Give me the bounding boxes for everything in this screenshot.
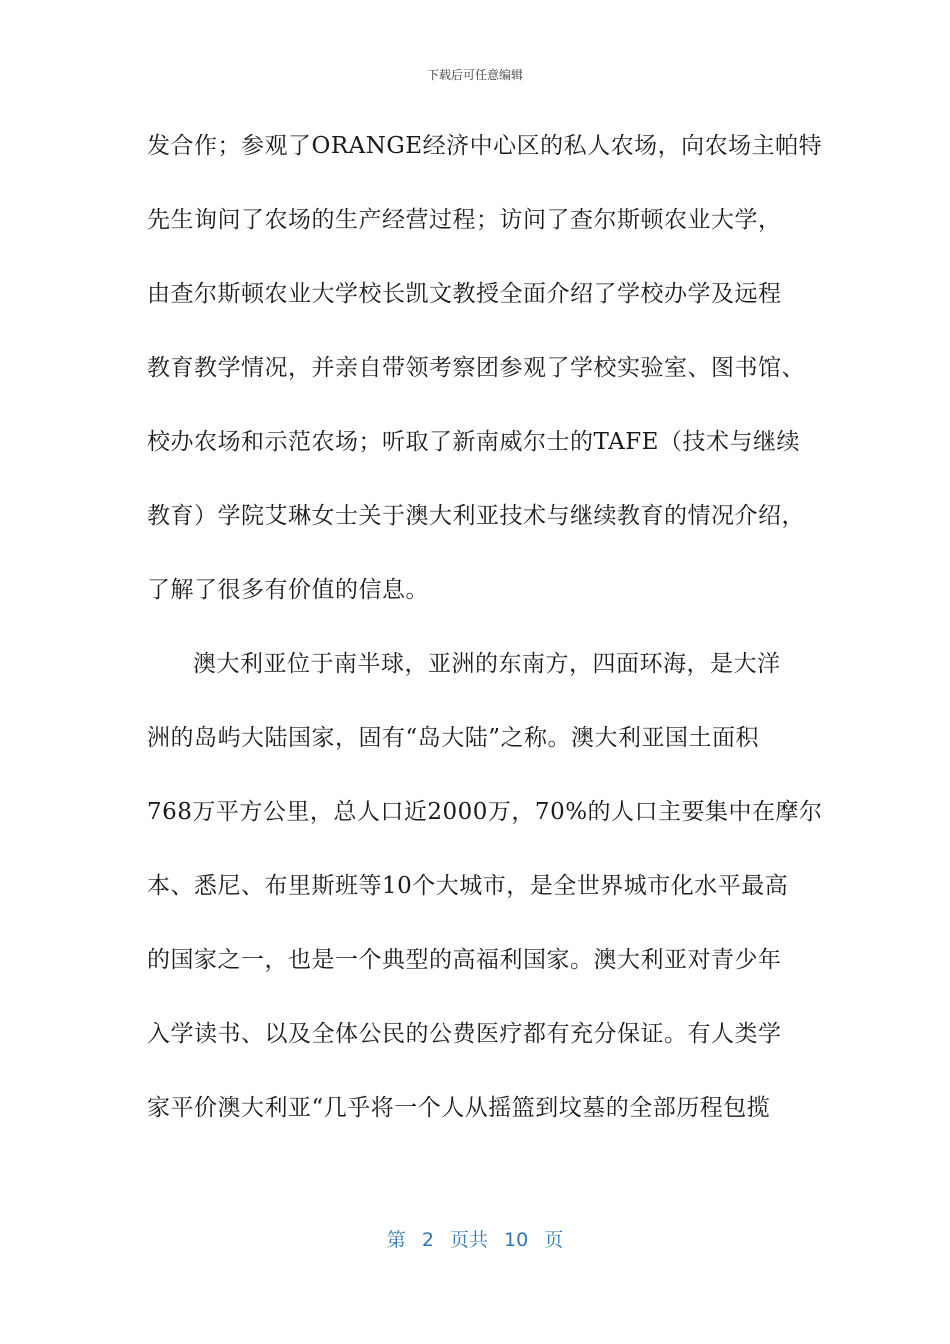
text-line: 家平价澳大利亚“几乎将一个人从摇篮到坟墓的全部历程包揽	[147, 1095, 771, 1121]
text-line: 由查尔斯顿农业大学校长凯文教授全面介绍了学校办学及远程	[147, 281, 782, 307]
document-body	[147, 128, 827, 1164]
text-line: 发合作；参观了ORANGE经济中心区的私人农场，向农场主帕特	[147, 133, 823, 159]
text-line: 教育）学院艾琳女士关于澳大利亚技术与继续教育的情况介绍，	[147, 503, 805, 529]
page-header-note: 下载后可任意编辑	[426, 68, 523, 82]
paragraph-start-line: 澳大利亚位于南半球，亚洲的东南方，四面环海，是大洋	[193, 651, 781, 677]
text-line: 的国家之一，也是一个典型的高福利国家。澳大利亚对青少年	[147, 947, 782, 973]
text-line: 先生询问了农场的生产经营过程；访问了查尔斯顿农业大学，	[147, 207, 782, 233]
text-line: 校办农场和示范农场；听取了新南威尔士的TAFE（技术与继续	[147, 429, 800, 455]
text-line: 教育教学情况，并亲自带领考察团参观了学校实验室、图书馆、	[147, 355, 805, 381]
text-line: 洲的岛屿大陆国家，固有“岛大陆”之称。澳大利亚国土面积	[147, 725, 760, 751]
text-line: 768万平方公里，总人口近2000万，70%的人口主要集中在摩尔	[147, 799, 823, 825]
page-number-footer: 第 2 页共 10 页	[386, 1229, 564, 1251]
text-line: 入学读书、以及全体公民的公费医疗都有充分保证。有人类学	[147, 1021, 782, 1047]
text-line: 了解了很多有价值的信息。	[147, 577, 429, 603]
text-line: 本、悉尼、布里斯班等10个大城市，是全世界城市化水平最高	[147, 873, 789, 899]
